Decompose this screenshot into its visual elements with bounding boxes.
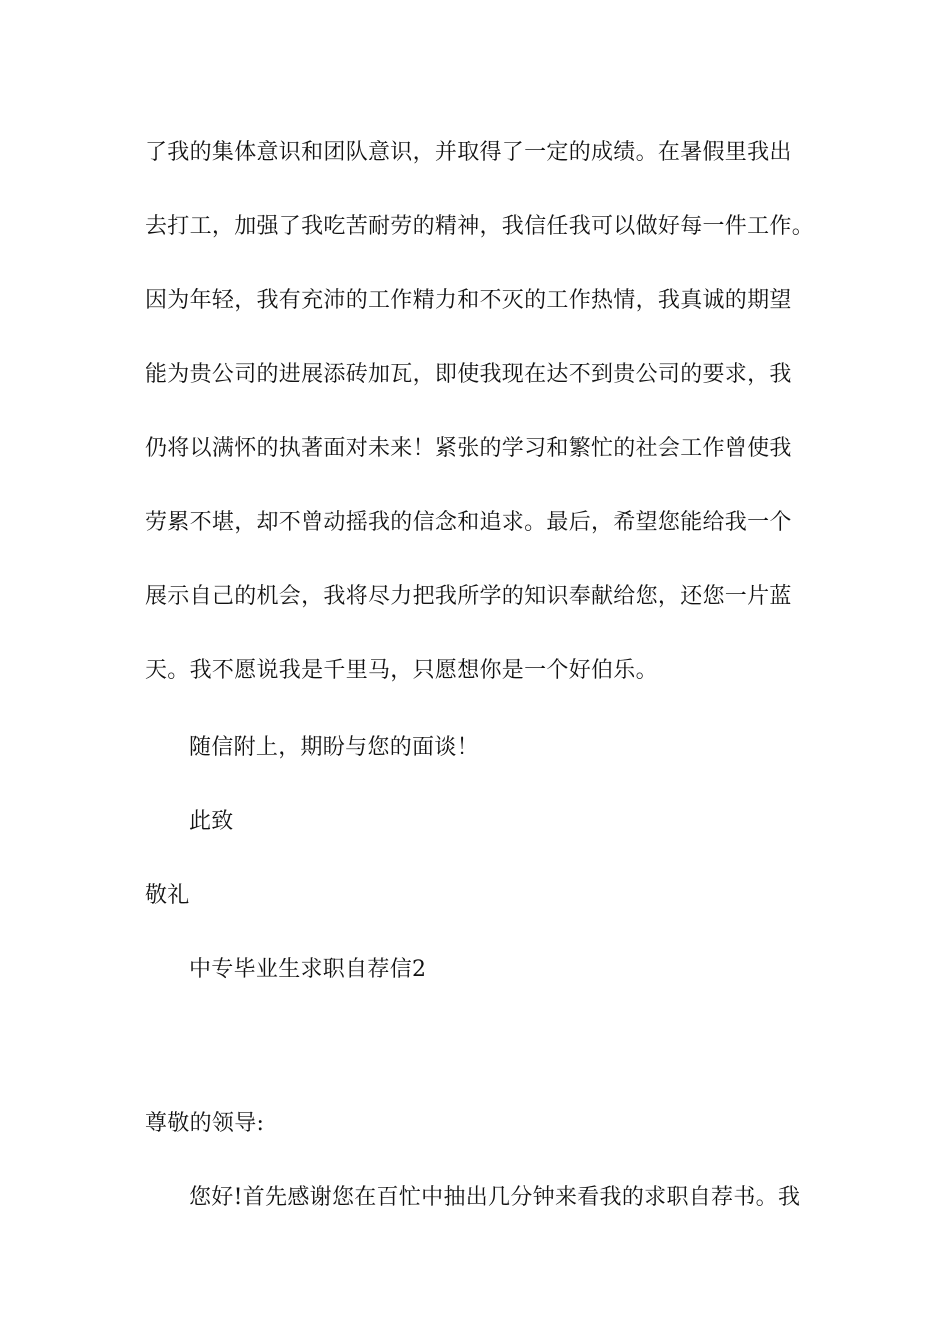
salutation-close: 此致 xyxy=(189,809,234,834)
paragraph-line-1: 了我的集体意识和团队意识，并取得了一定的成绩。在暑假里我出 xyxy=(145,140,792,165)
opening-line: 您好!首先感谢您在百忙中抽出几分钟来看我的求职自荐书。我 xyxy=(189,1185,801,1210)
paragraph-line-2: 去打工，加强了我吃苦耐劳的精神，我信任我可以做好每一件工作。 xyxy=(145,214,815,239)
paragraph-line-4: 能为贵公司的进展添砖加瓦，即使我现在达不到贵公司的要求，我 xyxy=(145,362,792,387)
paragraph-line-5: 仍将以满怀的执著面对未来！紧张的学习和繁忙的社会工作曾使我 xyxy=(145,436,792,461)
paragraph-line-8: 天。我不愿说我是千里马，只愿想你是一个好伯乐。 xyxy=(145,658,658,683)
section-title: 中专毕业生求职自荐信2 xyxy=(189,957,427,982)
paragraph-line-6: 劳累不堪，却不曾动摇我的信念和追求。最后，希望您能给我一个 xyxy=(145,510,792,535)
closing-line: 随信附上，期盼与您的面谈！ xyxy=(189,735,479,760)
greeting-line: 尊敬的领导: xyxy=(145,1111,265,1136)
paragraph-line-7: 展示自己的机会，我将尽力把我所学的知识奉献给您，还您一片蓝 xyxy=(145,584,792,609)
paragraph-line-3: 因为年轻，我有充沛的工作精力和不灭的工作热情，我真诚的期望 xyxy=(145,288,792,313)
respect-line: 敬礼 xyxy=(145,883,190,908)
